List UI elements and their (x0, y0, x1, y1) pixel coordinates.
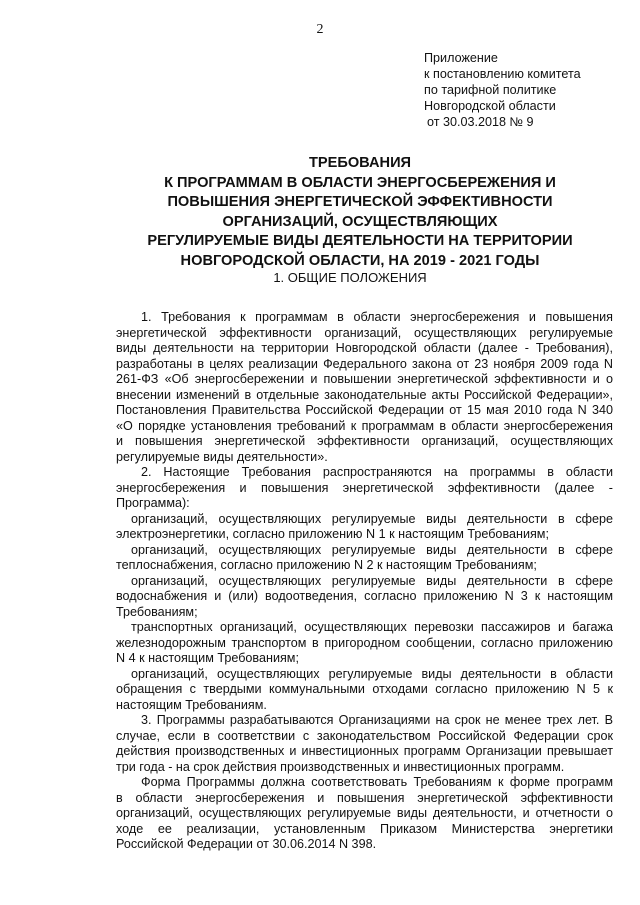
body-line: энергосбережения и повышения энергетической эффективности (далее - (116, 480, 613, 495)
body-line: Программа): (116, 496, 190, 510)
document-title (90, 154, 630, 271)
body-line: обращения с твердыми коммунальными отходами согласно приложению N 5 к (116, 682, 613, 696)
page-number: 2 (316, 22, 324, 37)
body-line: случае, если в соответствии с законодательством Российской Федерации срок (116, 728, 613, 743)
appendix-line: Новгородской области (424, 99, 556, 113)
appendix-line: Приложение (424, 51, 498, 65)
body-line: организаций, осуществляющих регулируемые виды деятельности в сфере (131, 542, 613, 557)
title-line: К ПРОГРАММАМ В ОБЛАСТИ ЭНЕРГОСБЕРЕЖЕНИЯ И (164, 174, 556, 191)
body-line: три года - на срок действия производственных и инвестиционных программ. (116, 759, 565, 774)
title-line: ПОВЫШЕНИЯ ЭНЕРГЕТИЧЕСКОЙ ЭФФЕКТИВНОСТИ (167, 194, 553, 210)
body-line: энергетической эффективности организаций, осуществляющих регулируемые (116, 325, 613, 340)
appendix-line: от 30.03.2018 № 9 (427, 115, 534, 129)
body-line: железнодорожным транспортом в пригородном сообщении, согласно приложению (116, 635, 613, 650)
body-line: Постановления Правительства Российской Федерации от 15 мая 2010 года N 340 (116, 403, 613, 417)
body-line: 3. Программы разрабатываются Организациями на срок не менее трех лет. В (141, 713, 613, 727)
body-line: настоящим Требованиям. (116, 697, 267, 712)
section-heading: 1. ОБЩИЕ ПОЛОЖЕНИЯ (273, 270, 427, 285)
body-line: разработаны в целях реализации Федерального закона от 23 ноября 2009 года N (116, 356, 613, 371)
body-line: 1. Требования к программам в области энергосбережения и повышения (141, 310, 613, 324)
body-line: внесении изменений в отдельные законодательные акты Российской Федерации», (116, 387, 613, 402)
body-line: действия производственных и инвестиционных программ Организации превышает (116, 744, 613, 758)
body-line: организаций, осуществляющих регулируемые виды деятельности, и отчетности о (116, 806, 613, 820)
title-line: ТРЕБОВАНИЯ (308, 155, 412, 171)
body-line: регулируемые виды деятельности». (116, 449, 328, 464)
body-line: организаций, осуществляющих регулируемые виды деятельности в сфере (131, 573, 613, 588)
body-line: электроэнергетики, согласно приложению N 1 к настоящим Требованиям; (116, 527, 549, 541)
body-line: организаций, осуществляющих регулируемые виды деятельности в сфере (131, 511, 613, 526)
body-line: Требованиям; (116, 604, 198, 619)
body-line: теплоснабжения, согласно приложению N 2 к настоящим Требованиям; (116, 558, 537, 572)
title-line: РЕГУЛИРУЕМЫЕ ВИДЫ ДЕЯТЕЛЬНОСТИ НА ТЕРРИТОРИИ (147, 233, 573, 249)
body-line: и повышения энергетической эффективности организаций, осуществляющих (116, 434, 613, 448)
body-line: транспортных организаций, осуществляющих перевозки пассажиров и багажа (131, 620, 613, 634)
document-body (116, 310, 613, 853)
title-line: НОВГОРОДСКОЙ ОБЛАСТИ, НА 2019 - 2021 ГОДЫ (180, 252, 540, 269)
body-line: «О порядке установления требований к программам в области энергосбережения (116, 418, 613, 433)
body-line: 261-ФЗ «Об энергосбережении и повышении энергетической эффективности и о (116, 372, 613, 386)
body-line: Российской Федерации от 30.06.2014 N 398. (116, 837, 377, 851)
body-line: организаций, осуществляющих регулируемые виды деятельности в области (131, 666, 613, 681)
title-line: ОРГАНИЗАЦИЙ, ОСУЩЕСТВЛЯЮЩИХ (222, 213, 498, 230)
appendix-line: к постановлению комитета (424, 67, 581, 81)
body-line: N 4 к настоящим Требованиям; (116, 651, 299, 665)
body-line: в области энергосбережения и повышения энергетической эффективности (116, 790, 613, 805)
body-line: ходе ее реализации, установленным Приказом Министерства энергетики (116, 821, 613, 836)
body-line: виды деятельности на территории Новгородской области (далее - Требования), (116, 341, 613, 355)
appendix-line: по тарифной политике (424, 83, 557, 97)
body-line: водоснабжения и (или) водоотведения, согласно приложению N 3 к настоящим (116, 589, 613, 603)
body-line: 2. Настоящие Требования распространяются на программы в области (141, 465, 613, 479)
body-line: Форма Программы должна соответствовать Требованиям к форме программ (141, 775, 613, 789)
appendix-note (424, 50, 581, 130)
